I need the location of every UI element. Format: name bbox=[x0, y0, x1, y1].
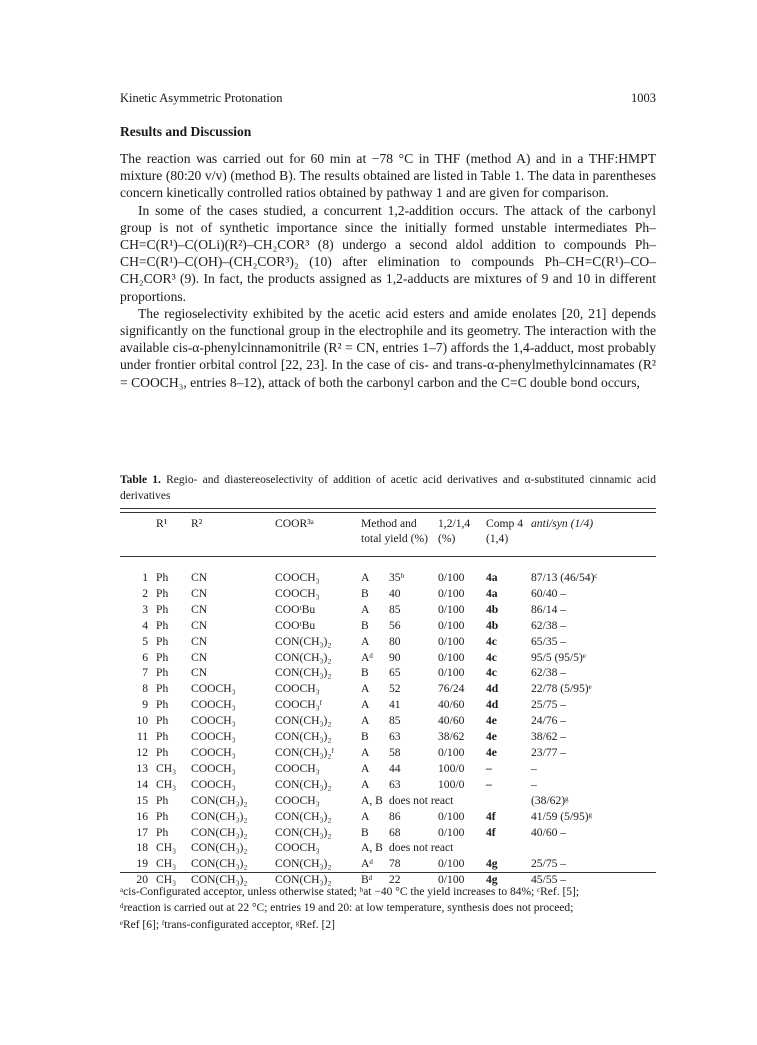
cell-antisyn: 24/76 – bbox=[531, 714, 567, 728]
cell-method: A, B bbox=[361, 793, 383, 807]
cell-method: A bbox=[361, 602, 370, 616]
cell-comp: 4c bbox=[486, 666, 497, 680]
cell-r1: Ph bbox=[156, 698, 169, 712]
cell-yield: 85 bbox=[389, 714, 401, 728]
cell-coor: COOᵗBu bbox=[275, 602, 316, 616]
cell-r1: Ph bbox=[156, 809, 169, 823]
cell-r1: Ph bbox=[156, 666, 169, 680]
cell-coor: COOᵗBu bbox=[275, 618, 316, 632]
cell-comp: 4a bbox=[486, 571, 498, 584]
table-header-row bbox=[120, 516, 656, 560]
cell-no: 11 bbox=[136, 730, 148, 744]
cell-comp: 4d bbox=[486, 682, 499, 696]
cell-antisyn: 60/40 – bbox=[531, 586, 567, 600]
cell-ratio: 0/100 bbox=[438, 602, 465, 616]
cell-method: A bbox=[361, 571, 370, 584]
cell-method: A bbox=[361, 682, 370, 696]
cell-coor: COOCH₃ bbox=[275, 793, 320, 807]
cell-method: A bbox=[361, 714, 370, 728]
cell-yield: 40 bbox=[389, 586, 401, 600]
table-caption-label: Table 1. bbox=[120, 474, 161, 486]
cell-yield: 44 bbox=[389, 761, 401, 775]
cell-antisyn: – bbox=[531, 777, 537, 791]
cell-yield: 35ᵇ bbox=[389, 571, 405, 584]
cell-method: Aᵈ bbox=[361, 857, 373, 871]
cell-ratio: 100/0 bbox=[438, 777, 465, 791]
cell-yield: 63 bbox=[389, 730, 401, 744]
cell-coor: CON(CH₃)₂ bbox=[275, 666, 332, 680]
table-row bbox=[120, 713, 656, 729]
table-row bbox=[120, 586, 656, 602]
table-row bbox=[120, 560, 656, 586]
col-ratio-header: 1,2/1,4 (%) bbox=[438, 517, 471, 545]
cell-ratio: 0/100 bbox=[438, 745, 465, 759]
table-body bbox=[120, 560, 656, 888]
cell-method: A bbox=[361, 777, 370, 791]
cell-no: 10 bbox=[136, 714, 148, 728]
cell-antisyn: 62/38 – bbox=[531, 666, 567, 680]
cell-antisyn: 45/55 – bbox=[531, 873, 567, 887]
cell-yield: 86 bbox=[389, 809, 401, 823]
cell-ratio: 0/100 bbox=[438, 857, 465, 871]
paragraph: In some of the cases studied, a concurrent 1,2-addition occurs. The attack of the carbonyl group is not of synthetic importance since the initially formed unstable intermediates Ph–CH=C(R¹)–C(OLi)(R²)–CH₂COR³ (8) undergo a second aldol addition to compounds Ph–CH=C(R¹)–C(OH)–(CH₂COR³)₂ (10) after elimination to compounds Ph–CH=C(R¹)–CO–CH₂COR³ (9). In fact, the products assigned as 1,2-adducts are mixtures of 9 and 10 in different proportions. bbox=[120, 202, 656, 304]
table-row bbox=[120, 809, 656, 825]
running-title: Kinetic Asymmetric Protonation bbox=[120, 91, 283, 105]
cell-method: B bbox=[361, 618, 369, 632]
cell-yield: 41 bbox=[389, 698, 401, 712]
cell-ratio: 0/100 bbox=[438, 634, 465, 648]
cell-coor: CON(CH₃)₂ bbox=[275, 873, 332, 887]
cell-coor: CON(CH₃)₂ bbox=[275, 730, 332, 744]
cell-no: 16 bbox=[136, 809, 148, 823]
cell-coor: CON(CH₃)₂ bbox=[275, 714, 332, 728]
cell-no: 6 bbox=[142, 650, 148, 664]
cell-method: A bbox=[361, 634, 370, 648]
table-row bbox=[120, 729, 656, 745]
cell-r1: Ph bbox=[156, 682, 169, 696]
cell-antisyn: 23/77 – bbox=[531, 745, 567, 759]
cell-comp: 4e bbox=[486, 745, 497, 759]
cell-method: B bbox=[361, 825, 369, 839]
cell-no: 12 bbox=[136, 745, 148, 759]
cell-yield: 52 bbox=[389, 682, 401, 696]
cell-r2: CON(CH₃)₂ bbox=[191, 825, 248, 839]
cell-no: 14 bbox=[136, 777, 148, 791]
table-top-rule-double bbox=[120, 512, 656, 513]
cell-ratio: 0/100 bbox=[438, 873, 465, 887]
cell-coor: COOCH₃ bbox=[275, 682, 320, 696]
col-antisyn-header: anti/syn (1/4) bbox=[531, 517, 594, 530]
cell-no: 13 bbox=[136, 761, 148, 775]
cell-method: A bbox=[361, 745, 370, 759]
cell-yield: 90 bbox=[389, 650, 401, 664]
cell-yield: 80 bbox=[389, 634, 401, 648]
table-row bbox=[120, 665, 656, 681]
cell-r1: Ph bbox=[156, 618, 169, 632]
cell-no: 8 bbox=[142, 682, 148, 696]
table-row bbox=[120, 650, 656, 666]
cell-yield: 65 bbox=[389, 666, 401, 680]
cell-r1: Ph bbox=[156, 793, 169, 807]
cell-coor: CON(CH₃)₂ bbox=[275, 857, 332, 871]
cell-method: B bbox=[361, 666, 369, 680]
running-head bbox=[120, 91, 656, 106]
table-row bbox=[120, 825, 656, 841]
cell-coor: CON(CH₃)₂ᶠ bbox=[275, 745, 334, 759]
cell-r1: Ph bbox=[156, 650, 169, 664]
table-row bbox=[120, 681, 656, 697]
cell-method: A bbox=[361, 761, 370, 775]
cell-ratio: 38/62 bbox=[438, 730, 465, 744]
cell-antisyn: 38/62 – bbox=[531, 730, 567, 744]
cell-no: 20 bbox=[136, 873, 148, 887]
cell-no: 19 bbox=[136, 857, 148, 871]
table-row bbox=[120, 777, 656, 793]
cell-comp: 4d bbox=[486, 698, 499, 712]
table-row bbox=[120, 745, 656, 761]
cell-r2: COOCH₃ bbox=[191, 745, 236, 759]
cell-yield: 63 bbox=[389, 777, 401, 791]
cell-r1: Ph bbox=[156, 825, 169, 839]
cell-r2: CN bbox=[191, 602, 208, 616]
section-title: Results and Discussion bbox=[120, 124, 252, 139]
cell-yield: does not react bbox=[389, 793, 454, 807]
cell-comp: – bbox=[486, 761, 492, 775]
cell-r2: CN bbox=[191, 666, 208, 680]
cell-no: 15 bbox=[136, 793, 148, 807]
cell-yield: 78 bbox=[389, 857, 401, 871]
body-text bbox=[120, 150, 656, 391]
paragraph: The reaction was carried out for 60 min at −78 °C in THF (method A) and in a THF:HMPT mixture (80:20 v/v) (method B). The results obtained are listed in Table 1. The data in parentheses concern kinetically controlled ratios obtained by pathway 1 and are given for comparison. bbox=[120, 151, 656, 201]
cell-coor: CON(CH₃)₂ bbox=[275, 634, 332, 648]
cell-r1: Ph bbox=[156, 602, 169, 616]
cell-method: A bbox=[361, 809, 370, 823]
cell-coor: COOCH₃ bbox=[275, 586, 320, 600]
cell-comp: 4f bbox=[486, 809, 496, 823]
cell-coor: COOCH₃ bbox=[275, 571, 320, 584]
cell-comp: 4c bbox=[486, 634, 497, 648]
cell-method: B bbox=[361, 730, 369, 744]
cell-r2: COOCH₃ bbox=[191, 714, 236, 728]
cell-antisyn: 41/59 (5/95)ᵍ bbox=[531, 809, 593, 823]
cell-method: Aᵈ bbox=[361, 650, 373, 664]
cell-r2: CON(CH₃)₂ bbox=[191, 857, 248, 871]
cell-ratio: 0/100 bbox=[438, 586, 465, 600]
cell-coor: COOCH₃ᶠ bbox=[275, 698, 323, 712]
paragraph: The regioselectivity exhibited by the acetic acid esters and amide enolates [20, 21] depends significantly on the functional group in the electrophile and its geometry. The interaction with the available cis-α-phenylcinnamonitrile (R² = CN, entries 1–7) affords the 1,4-adduct, most probably under frontier orbital control [22, 23]. In the case of cis- and trans-α-phenylmethylcinnamates (R² = COOCH₃, entries 8–12), attack of both the carbonyl carbon and the C=C double bond occurs, bbox=[120, 305, 656, 390]
cell-ratio: 0/100 bbox=[438, 650, 465, 664]
cell-no: 2 bbox=[142, 586, 148, 600]
cell-r1: Ph bbox=[156, 730, 169, 744]
cell-comp: 4e bbox=[486, 730, 497, 744]
cell-r2: CON(CH₃)₂ bbox=[191, 793, 248, 807]
cell-comp: 4b bbox=[486, 602, 499, 616]
cell-coor: CON(CH₃)₂ bbox=[275, 777, 332, 791]
cell-antisyn: 62/38 – bbox=[531, 618, 567, 632]
cell-no: 1 bbox=[142, 571, 148, 584]
table-footnotes bbox=[120, 884, 656, 933]
col-r2-header: R² bbox=[191, 517, 203, 530]
cell-method: A bbox=[361, 698, 370, 712]
table-row bbox=[120, 856, 656, 872]
cell-antisyn: 86/14 – bbox=[531, 602, 567, 616]
cell-comp: 4b bbox=[486, 618, 499, 632]
cell-comp: 4g bbox=[486, 873, 498, 887]
table-row bbox=[120, 840, 656, 856]
page-number: 1003 bbox=[631, 91, 656, 105]
col-comp-header: Comp 4 (1,4) bbox=[486, 517, 524, 545]
cell-r2: CON(CH₃)₂ bbox=[191, 873, 248, 887]
cell-ratio: 40/60 bbox=[438, 714, 465, 728]
cell-yield: 68 bbox=[389, 825, 401, 839]
cell-yield: 85 bbox=[389, 602, 401, 616]
cell-r2: CON(CH₃)₂ bbox=[191, 841, 248, 855]
cell-r2: CN bbox=[191, 618, 208, 632]
cell-ratio: 0/100 bbox=[438, 809, 465, 823]
footnote: ᵈreaction is carried out at 22 °C; entries 19 and 20: at low temperature, synthesis does not proceed; bbox=[120, 902, 574, 915]
cell-antisyn: 40/60 – bbox=[531, 825, 567, 839]
cell-comp: – bbox=[486, 777, 492, 791]
cell-no: 18 bbox=[136, 841, 148, 855]
table-row bbox=[120, 634, 656, 650]
cell-r1: Ph bbox=[156, 634, 169, 648]
cell-r2: CN bbox=[191, 634, 208, 648]
cell-antisyn: 65/35 – bbox=[531, 634, 567, 648]
cell-yield: 56 bbox=[389, 618, 401, 632]
results-table bbox=[120, 516, 656, 888]
cell-method: Bᵈ bbox=[361, 873, 373, 887]
cell-no: 3 bbox=[142, 602, 148, 616]
cell-ratio: 40/60 bbox=[438, 698, 465, 712]
cell-comp: 4g bbox=[486, 857, 498, 871]
cell-antisyn: 22/78 (5/95)ᵉ bbox=[531, 682, 592, 696]
cell-ratio: 0/100 bbox=[438, 618, 465, 632]
cell-r2: COOCH₃ bbox=[191, 730, 236, 744]
cell-antisyn: – bbox=[531, 761, 537, 775]
cell-r1: CH₃ bbox=[156, 777, 177, 791]
cell-yield: 22 bbox=[389, 873, 401, 887]
cell-ratio: 0/100 bbox=[438, 666, 465, 680]
cell-antisyn: 95/5 (95/5)ᵉ bbox=[531, 650, 586, 664]
table-row bbox=[120, 793, 656, 809]
cell-r2: CON(CH₃)₂ bbox=[191, 809, 248, 823]
cell-coor: CON(CH₃)₂ bbox=[275, 825, 332, 839]
cell-antisyn: 25/75 – bbox=[531, 698, 567, 712]
cell-r2: COOCH₃ bbox=[191, 761, 236, 775]
cell-ratio: 0/100 bbox=[438, 571, 465, 584]
cell-r1: Ph bbox=[156, 571, 169, 584]
cell-r2: COOCH₃ bbox=[191, 698, 236, 712]
table-caption-text: Regio- and diastereoselectivity of addition of acetic acid derivatives and α-substituted cinnamic acid derivatives bbox=[120, 474, 656, 502]
table-caption bbox=[120, 472, 656, 504]
cell-r2: COOCH₃ bbox=[191, 682, 236, 696]
cell-comp: 4e bbox=[486, 714, 497, 728]
footnote: ᵉRef [6]; ᶠtrans-configurated acceptor, ᵍRef. [2] bbox=[120, 918, 335, 931]
cell-no: 4 bbox=[142, 618, 148, 632]
footnote: ᵃcis-Configurated acceptor, unless otherwise stated; ᵇat −40 °C the yield increases to 84%; ᶜRef. [5]; bbox=[120, 886, 580, 898]
cell-r1: CH₃ bbox=[156, 873, 177, 887]
cell-antisyn: (38/62)ᵍ bbox=[531, 793, 569, 807]
cell-yield: 58 bbox=[389, 745, 401, 759]
cell-no: 7 bbox=[142, 666, 148, 680]
cell-coor: CON(CH₃)₂ bbox=[275, 809, 332, 823]
table-row bbox=[120, 697, 656, 713]
cell-antisyn bbox=[531, 840, 656, 856]
cell-method: A, B bbox=[361, 841, 383, 855]
cell-method: B bbox=[361, 586, 369, 600]
col-no-header bbox=[120, 516, 156, 560]
cell-ratio: 0/100 bbox=[438, 825, 465, 839]
col-method-header: Method and total yield (%) bbox=[361, 517, 428, 545]
cell-r2: CN bbox=[191, 586, 208, 600]
cell-r1: CH₃ bbox=[156, 857, 177, 871]
cell-r2: CN bbox=[191, 650, 208, 664]
cell-r1: Ph bbox=[156, 714, 169, 728]
cell-coor: COOCH₃ bbox=[275, 841, 320, 855]
table-row bbox=[120, 602, 656, 618]
cell-no: 17 bbox=[136, 825, 148, 839]
cell-antisyn: 87/13 (46/54)ᶜ bbox=[531, 571, 598, 584]
cell-comp: 4f bbox=[486, 825, 496, 839]
cell-yield: does not react bbox=[389, 841, 454, 855]
cell-r2: CN bbox=[191, 571, 208, 584]
cell-comp: 4c bbox=[486, 650, 497, 664]
cell-antisyn: 25/75 – bbox=[531, 857, 567, 871]
cell-coor: COOCH₃ bbox=[275, 761, 320, 775]
cell-r1: Ph bbox=[156, 586, 169, 600]
cell-r1: CH₃ bbox=[156, 841, 177, 855]
cell-ratio: 76/24 bbox=[438, 682, 465, 696]
cell-no: 5 bbox=[142, 634, 148, 648]
cell-ratio: 100/0 bbox=[438, 761, 465, 775]
cell-comp: 4a bbox=[486, 586, 498, 600]
table-row bbox=[120, 618, 656, 634]
table-top-rule bbox=[120, 508, 656, 509]
col-coor-header: COOR³ᵃ bbox=[275, 517, 314, 530]
cell-coor: CON(CH₃)₂ bbox=[275, 650, 332, 664]
col-r1-header: R¹ bbox=[156, 517, 168, 530]
cell-no: 9 bbox=[142, 698, 148, 712]
table-row bbox=[120, 761, 656, 777]
cell-r1: Ph bbox=[156, 745, 169, 759]
cell-r2: COOCH₃ bbox=[191, 777, 236, 791]
cell-r1: CH₃ bbox=[156, 761, 177, 775]
